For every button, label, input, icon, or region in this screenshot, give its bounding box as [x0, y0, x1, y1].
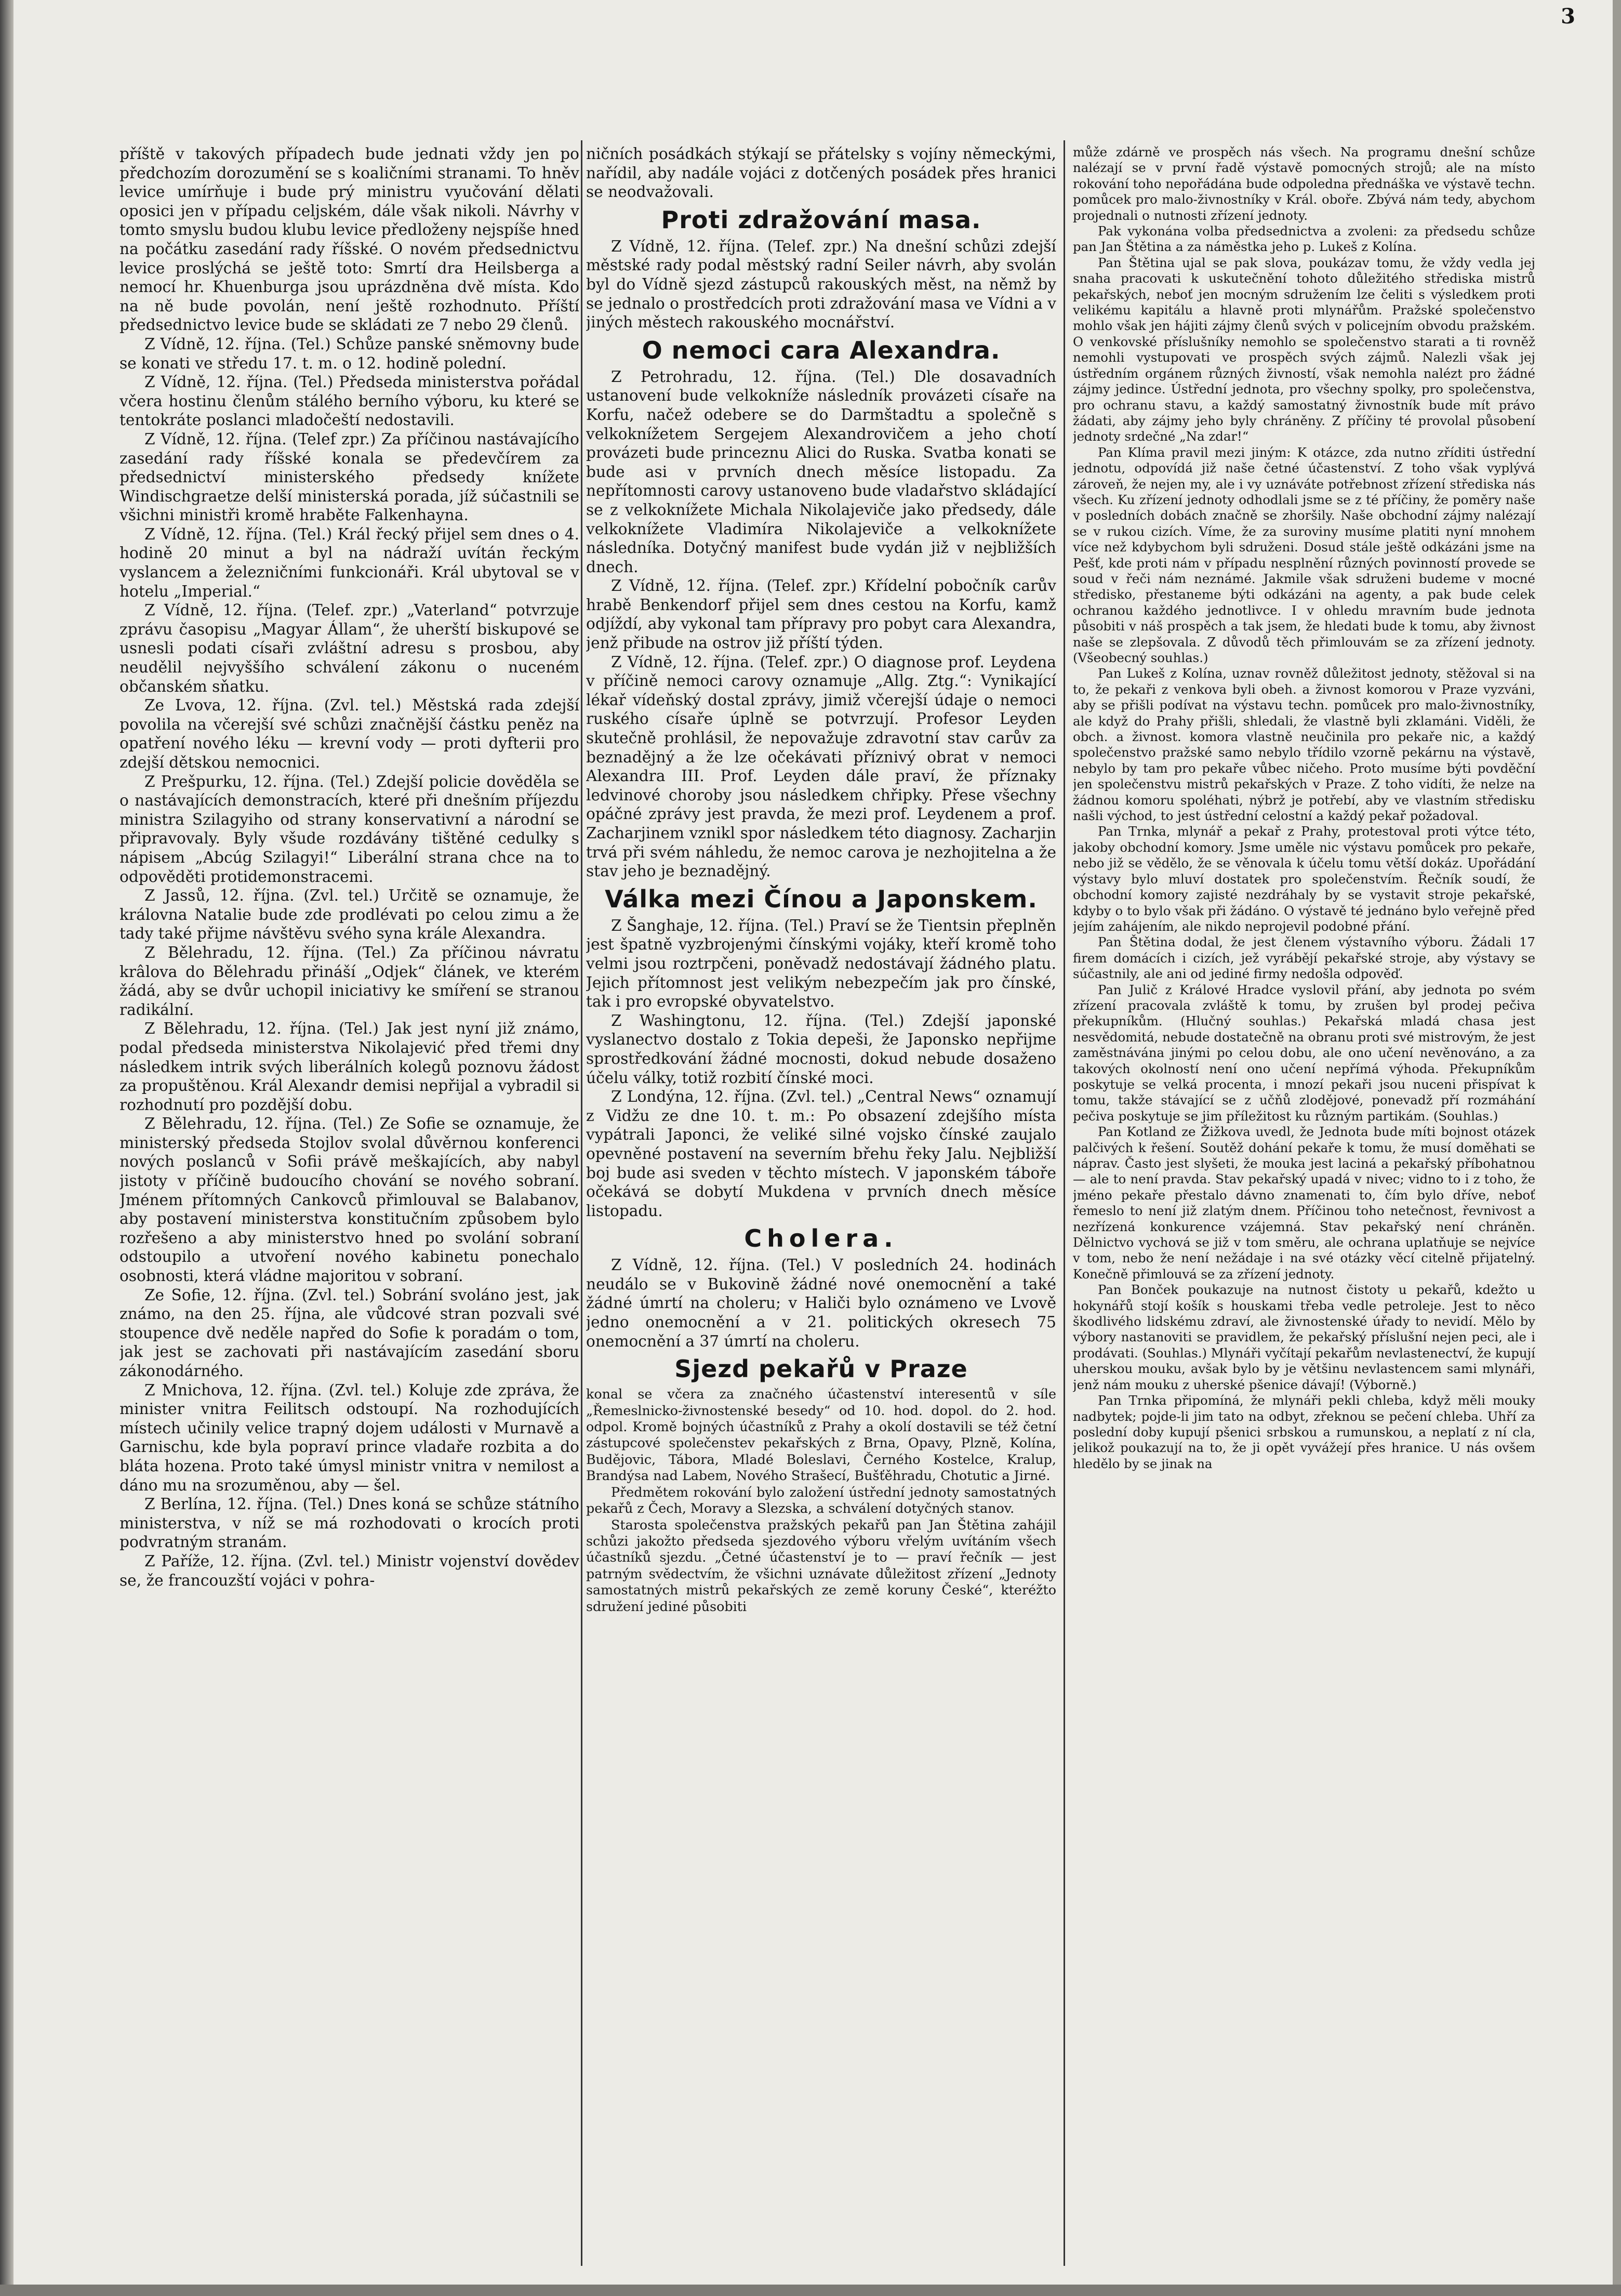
section-heading: Cholera. — [744, 1224, 898, 1253]
news-item: Z Vídně, 12. října. (Telef. zpr.) O diagnose prof. Leydena v příčině nemoci carovy oznamuje „Allg. Ztg.“: Vynikající lékař vídeňský dostal zprávy, jimiž včerejší údaje o nemoci ruského císaře úplně se potvrzují. Profesor Leyden skutečně prohlásil, že nepovažuje zdravotní stav carův za beznadějný a že lze očekávati příznivý obrat v nemoci Alexandra III. Prof. Leyden dále praví, že příznaky ledvinové choroby jsou následkem chřipky. Přese všechny opáčné zprávy jest pravda, že mezi prof. Leydenem a prof. Zacharjinem vznikl spor následkem této diagnosy. Zacharjin trvá při svém náhledu, že nemoc carova je nezhojitelna a že stav jeho je beznadějný. — [586, 653, 1056, 880]
paragraph: Pak vykonána volba předsednictva a zvoleni: za předsedu schůze pan Jan Štětina a za náměstka jeho p. Lukeš z Kolína. — [1073, 223, 1535, 255]
column-1 — [119, 144, 579, 2265]
paragraph: Pan Lukeš z Kolína, uznav rovněž důležitost jednoty, stěžoval si na to, že pekaři z venkova byli obeh. a živnost komorou v Praze vyzváni, aby se přišli podívat na výstavu techn. pomůcek pro malo-živnostníky, ale když do Prahy přišli, shledali, že vlastně byli zklamáni. Viděli, že obch. a živnost. komora vlastně neučinila pro pekaře nic, a každý společenstvo pražské samo nebylo třídilo vzorně pekárnu na výstavě, nebylo by tam pro pekaře vůbec ničeho. Proto musíme býti povděční jen společenstvu mistrů pekařských v Praze. Z toho vidíti, že nelze na žádnou komoru spoléhati, nýbrž je potřebí, aby ve vlastním středisku našli východ, to jest ústřední celostní a každý pekař požadoval. — [1073, 666, 1535, 824]
paragraph: Pan Trnka, mlynář a pekař z Prahy, protestoval proti výtce této, jakoby obchodní komory. Jsme uměle nic výstavu pomůcek pro pekaře, nebo již se vědělo, že se věnovala k účelu tomu větší dokáz. Upořádání výstavy bylo mluví dostatek pro společenstvím. Řečník soudí, že obchodní komory zajisté nezdráhaly by se vystavit stroje pekařské, kdyby o to bylo však při žádáno. O výstavě té jednáno bylo veřejně před jejím zahájením, ale nikdo neprojevil podobné přání. — [1073, 824, 1535, 934]
page-number: 3 — [1561, 4, 1575, 29]
section-heading: Válka mezi Čínou a Japonskem. — [605, 885, 1038, 913]
news-item: Ze Lvova, 12. října. (Zvl. tel.) Městská rada zdejší povolila na včerejší své schůzi značnější částku peněz na opatření nového léku — krevní vody — proti dyfterii pro zdejší dětskou nemocnici. — [119, 696, 579, 771]
news-item: Z Berlína, 12. října. (Tel.) Dnes koná se schůze státního ministerstva, v níž se má rozhodovati o krocích proti podvratným stranám. — [119, 1495, 579, 1551]
news-item: Z Bělehradu, 12. října. (Tel.) Za příčinou návratu krâlova do Bělehradu přináší „Odjek“ článek, ve kterém žádá, aby se dvůr uchopil iniciativy ke smíření se stranou radikální. — [119, 943, 579, 1019]
page-bottom-edge — [0, 2285, 1621, 2296]
paragraph: konal se včera za značného účastenství interesentů v síle „Řemeslnicko-živnostenské besedy“ od 10. hod. dopol. do 2. hod. odpol. Kromě bojných účastníků z Prahy a okolí dostavili se též četní zástupcové společenstev pekařských z Brna, Opavy, Plzně, Kolína, Budějovic, Tábora, Mladé Boleslavi, Černého Kostelce, Kralup, Brandýsa nad Labem, Nového Strašecí, Bušťěhradu, Chotutic a Jirné. — [586, 1386, 1056, 1484]
news-item: Z Vídně, 12. října. (Telef. zpr.) Na dnešní schůzi zdejší městské rady podal městský radní Seiler návrh, aby svolán byl do Vídně sjezd zástupců rakouských měst, na němž by se jednalo o prostředcích proti zdražování masa ve Vídni a v jiných městech rakouského mocnářství. — [586, 237, 1056, 332]
paragraph: Pan Julič z Králové Hradce vyslovil přání, aby jednota po svém zřízení pracovala zvláště k tomu, by zrušen byl prodej pečiva překupníkům. (Hlučný souhlas.) Pekařská mladá chasa jest nesvědomitá, nebude dostatečně na obranu proti své mistrovým, že jest zaměstnávána jinými po celou dobu, ale ono učení nevěnováno, a za takových okolností není ono učení nepřímá výhoda. Překupníkům poskytuje se velká procenta, i mnozí pekaři jsou nuceni přispívat k tomu, takže stávající se z učňů zlodějové, ponevadž pří rozmáhání pečiva poskytuje se jim příležitost ku různým partikám. (Souhlas.) — [1073, 982, 1535, 1124]
news-item: Z Bělehradu, 12. října. (Tel.) Ze Sofie se oznamuje, že ministerský předseda Stojlov svolal důvěrnou konferenci nových poslanců v Sofii právě meškajících, aby nabyl jistoty v příčině budoucího chování se nového sobraní. Jménem přítomných Cankovců přimlouval se Balabanov, aby postavení ministerstva konstitučním způsobem bylo rozřešeno a aby ministerstvo hned po svolání sobraní odstoupilo a utvoření nového kabinetu ponechalo osobnosti, která vládne majoritou v sobraní. — [119, 1115, 579, 1285]
paragraph: příště v takových případech bude jednati vždy jen po předchozím dorozumění se s koaličními stranami. To hněv levice umírňuje i bude prý ministru vyučování dělati oposici jen v případu celjském, dále však nikoli. Návrhy v tomto smyslu budou klubu levice předloženy nejspíše hned na počátku zasedání rady říšské. O novém předsednictvu levice proslýchá se ještě toto: Smrtí dra Heilsberga a nemocí hr. Khuenburga jsou uprázdněna dvě místa. Kdo na ně bude povolán, není ještě rozhodnuto. Příští předsednictvo levice bude se skládati ze 7 nebo 29 členů. — [119, 145, 579, 334]
news-item: Z Londýna, 12. října. (Zvl. tel.) „Central News“ oznamují z Vidžu ze dne 10. t. m.: Po obsazení zdejšího místa vypátrali Japonci, že veliké silné vojsko čínské zaujalo opevněné postavení na severním břehu řeky Jalu. Nejbližší boj bude asi sveden v těchto místech. V japonském táboře očekává se dobytí Mukdena v prvních dnech měsíce listopadu. — [586, 1088, 1056, 1220]
news-item: Z Paříže, 12. října. (Zvl. tel.) Ministr vojenství dovědev se, že francouzští vojáci v pohra- — [119, 1552, 579, 1589]
paragraph: Pan Bonček poukazuje na nutnost čistoty u pekařů, kdežto u hokynářů stojí košík s houskami třeba vedle petroleje. Jest to něco škodlivého lidskému zdraví, ale živnostenské úřady to nevidí. Mělo by výbory nastanoviti se pravidlem, že pekařský příslušní nejen peci, ale i prodávati. (Souhlas.) Mlynáři vyčítají pekařům nevlastenectví, že kupují uherskou mouku, avšak bylo by je většinu nevlastencem sami mlynáři, jenž nám mouku z uherské pšenice dávají! (Výborně.) — [1073, 1282, 1535, 1392]
paragraph: může zdárně ve prospěch nás všech. Na programu dnešní schůze nalézají se v první řadě výstavě pomocných strojů; ale na místo rokování toho nepořádána bude odpoledna přednáška ve výstavě techn. pomůcek pro malo-živnostníky v Král. oboře. Zbývá nám tedy, abychom projednali o nutnosti zřízení jednoty. — [1073, 144, 1535, 223]
paragraph: Pan Klíma pravil mezi jiným: K otázce, zda nutno zříditi ústřední jednotu, odpovídá již naše četné účastenství. Z toho však vyplývá zároveň, že nejen my, ale i vy uznáváte potřebnost zřízení střediska nás všech. Ku zřízení jednoty odhodlali jsme se z té příčiny, že poměry naše v posledních dobách značně se zhoršily. Naše obchodní zájmy nalézají se v rukou cizích. Víme, že za suroviny musíme platiti nyní mnohem více než kdybychom byli sdruženi. Dosud stále ještě odkázáni jsme na Pešť, kde proti nám v případu nesplnění různých povinností provede se soud v řeči nám neznámé. Jakmile však sdruženi budeme v mocné středisko, přestaneme býti odkázáni na agenty, a pak bude celek ochranou každého jednotlivce. I v ohledu mravním bude jednota působiti v náš prospěch a tak jsem, že hledati bude k tomu, aby živnost naše se zlepšovala. Z důvodů těch přimlouvám se za zřízení jednoty. (Všeobecný souhlas.) — [1073, 444, 1535, 665]
section-heading: O nemoci cara Alexandra. — [642, 336, 1001, 364]
section-heading: Sjezd pekařů v Praze — [674, 1355, 968, 1383]
news-item: Z Jassů, 12. října. (Zvl. tel.) Určitě se oznamuje, že královna Natalie bude zde prodlévati po celou zimu a že tady také přijme návštěvu svého syna krále Alexandra. — [119, 887, 579, 943]
column-divider — [581, 140, 582, 2266]
news-item: Z Washingtonu, 12. října. (Tel.) Zdejší japonské vyslanectvo dostalo z Tokia depeši, že Japonsko nepřijme sprostředkování žádné mocnosti, dokud nebude dosaženo účelu války, totiž rozbití čínské moci. — [586, 1011, 1056, 1087]
column-divider — [1064, 140, 1065, 2266]
paragraph: Pan Štětina ujal se pak slova, poukázav tomu, že vždy vedla jej snaha pracovati k uskutečnění tohoto důležitého střediska mistrů pekařských, neboť jen mocným sdružením lze čeliti s výsledkem proti velikému kapitálu a hlavně proti mlynářům. Pražské společenstvo mohlo však jen hájiti zájmy členů svých v policejním obvodu pražském. O venkovské příslušníky nemohlo se společenstvo starati a ti rovněž nemohli vystupovati ve prospěch svých zájmů. Nalezli však jej ústředním orgánem různých živností, však nemohla nalézt pro žádné zájmy jedince. Ústřední jednota, pro všechny spolky, pro společenstva, pro ochranu stavu, a každý samostatný živnostník bude mít právo žádati, aby zájmy jeho byly chráněny. Z příčiny té provolal působení jednoty srdečné „Na zdar!“ — [1073, 255, 1535, 444]
paragraph: Starosta společenstva pražských pekařů pan Jan Štětina zahájil schůzi jakožto předseda sjezdového výboru vřelým uvítáním všech účastníků sjezdu. „Četné účastenství je to — praví řečník — jest patrným svědectvím, že všichni uznávate důležitost zřízení „Jednoty samostatných mistrů pekařských ze země koruny České“, kteréžto sdružení jediné působiti — [586, 1516, 1056, 1614]
news-item: Z Vídně, 12. října. (Tel.) Schůze panské sněmovny bude se konati ve středu 17. t. m. o 12. hodině polední. — [119, 335, 579, 372]
news-item: Z Vídně, 12. října. (Telef. zpr.) Křídelní pobočník carův hrabě Benkendorf přijel sem dnes cestou na Korfu, kamž odjíždí, aby vykonal tam přípravy pro pobyt cara Alexandra, jenž přibude na ostrov již příští týden. — [586, 577, 1056, 652]
column-3 — [1073, 144, 1535, 2265]
news-item: Z Prešpurku, 12. října. (Tel.) Zdejší policie dověděla se o nastávajících demonstracích, které při dnešním příjezdu ministra Szilagyiho od strany konservativní a národní se připravovaly. Byly všude rozdávány tištěné cedulky s nápisem „Abcúg Szilagyi!“ Liberální strana chce na to odpověděti protidemonstracemi. — [119, 772, 579, 886]
news-item: Z Bělehradu, 12. října. (Tel.) Jak jest nyní již známo, podal předseda ministerstva Nikolajević před třemi dny následkem intrik svých liberálních kolegů poznovu žádost za propuštěnou. Král Alexandr demisi nepřijal a vybradil si rozhodnutí pro pozdější dobu. — [119, 1020, 579, 1114]
news-item: Z Vídně, 12. října. (Telef. zpr.) „Vaterland“ potvrzuje zprávu časopisu „Magyar Állam“, že uherští biskupové se usnesli podati císaři zvláštní adresu s prosbou, aby neudělil nejvyššího schválení zákonu o nuceném občanském sňatku. — [119, 601, 579, 695]
news-item: Z Vídně, 12. října. (Tel.) V posledních 24. hodinách neudálo se v Bukovině žádné nové onemocnění a také žádné úmrtí na choleru; v Haliči bylo oznámeno ve Lvově jedno onemocnění a v 21. politických okresech 75 onemocnění a 37 úmrtí na choleru. — [586, 1256, 1056, 1350]
section-heading: Proti zdražování masa. — [661, 205, 981, 234]
paragraph: Pan Trnka připomíná, že mlynáři pekli chleba, když měli mouky nadbytek; pojde-li jim tato na odbyt, zřeknou se pečení chleba. Uhří za poslední doby kupují pšenici srbskou a rumunskou, a neplatí z ní cla, jelikož poukazují na to, že ji opět vyvážejí přes hranice. U nás ovšem hledělo by se jinak na — [1073, 1393, 1535, 1471]
paragraph: Pan Kotland ze Žižkova uvedl, že Jednota bude míti bojnost otázek palčivých k řešení. Soutěž dohání pekaře k tomu, že musí doměhati se náprav. Často jest slyšeti, že mouka jest laciná a pekařský příbohatnou — ale to není pravda. Stav pekařský upadá v nivec; vidno to i z toho, že jméno pekaře přestalo dávno znamenati to, čím bylo dříve, neboť řemeslo to není již zlatým dnem. Příčinou toho netečnost, řevnivost a nezřízená konkurence vzájemná. Stav pekařský není chráněn. Dělnictvo vychová se již v tom směru, ale ochrana uplatňuje se nejvíce v tom, nebo že není nežádaje i na své otázky věcí citelně přijatelný. Konečně přimlouvá se za zřízení jednoty. — [1073, 1124, 1535, 1282]
news-item: Z Mnichova, 12. října. (Zvl. tel.) Koluje zde zpráva, že minister vnitra Feilitsch odstoupí. Na rozhodujících místech učinily velice trapný dojem události v Murnavě a Garnischu, kde byla popraví prince vladaře rozbita a do bláta hozena. Proto také úmysl ministr vnitra v nemilost a dáno mu na srozuměnou, aby — šel. — [119, 1381, 579, 1494]
news-item: Z Vídně, 12. října. (Telef zpr.) Za příčinou nastávajícího zasedání rady říšské konala se předevčírem za předsednictví ministerského předsedy knížete Windischgraetze delší ministerská porada, jíž súčastnili se všichni ministři kromě hraběte Falkenhayna. — [119, 430, 579, 524]
news-item: Z Šanghaje, 12. října. (Tel.) Praví se že Tientsin přeplněn jest špatně vyzbrojenými čínskými vojáky, kteří kromě toho velmi jsou roztrpčeni, poněvadž nedostávají žádného platu. Jejich přítomnost jest velikým nebezpečím jak pro čínské, tak i pro evropské obyvatelstvo. — [586, 916, 1056, 1011]
page-left-edge — [0, 0, 14, 2296]
news-item: Z Vídně, 12. října. (Tel.) Předseda ministerstva pořádal včera hostinu členům stálého berního výboru, ku které se tentokráte poslanci mladočeští nedostavili. — [119, 373, 579, 429]
column-2 — [586, 144, 1056, 2265]
paragraph: Pan Štětina dodal, že jest členem výstavního výboru. Žádali 17 firem domácích i cizích, jež vyrábějí pekařské stroje, aby výstavy se súčastnily, ale ani od jediné firmy nedošla odpověď. — [1073, 934, 1535, 982]
news-item: Z Petrohradu, 12. října. (Tel.) Dle dosavadních ustanovení bude velkokníže následník provázeti císaře na Korfu, načež odebere se do Darmštadtu a společně s velkoknížetem Sergejem Alexandrovičem a jeho chotí provázeti bude princeznu Alici do Ruska. Svatba konati se bude asi v prvních dnech měsíce listopadu. Za nepřítomnosti carovy ustanoveno bude vladařstvo skládající se z velkoknížete Michala Nikolajeviče jako předsedy, dále velkoknížete Vladimíra Nikolajeviče a velkoknížete následníka. Dotyčný manifest bude vydán již v nejbližších dnech. — [586, 367, 1056, 576]
page-right-edge — [1613, 0, 1621, 2296]
paragraph: ničních posádkách stýkají se přátelsky s vojíny německými, nařídil, aby nadále vojáci z dotčených posádek přes hranici se neodvažovali. — [586, 145, 1056, 201]
paragraph: Předmětem rokování bylo založení ústřední jednoty samostatných pekařů z Čech, Moravy a Slezska, a schválení dotyčných stanov. — [586, 1484, 1056, 1516]
news-item: Z Vídně, 12. října. (Tel.) Král řecký přijel sem dnes o 4. hodině 20 minut a byl na nádraží uvítán řeckým vyslancem a železničními funkcionáři. Král ubytoval se v hotelu „Imperial.“ — [119, 525, 579, 600]
news-item: Ze Sofie, 12. října. (Zvl. tel.) Sobrání svoláno jest, jak známo, na den 25. října, ale vůdcové stran pozvali své stoupence dvě neděle napřed do Sofie k poradám o tom, jak jest se zachovati při nastávajícím zasedání sboru zákonodárného. — [119, 1286, 579, 1380]
